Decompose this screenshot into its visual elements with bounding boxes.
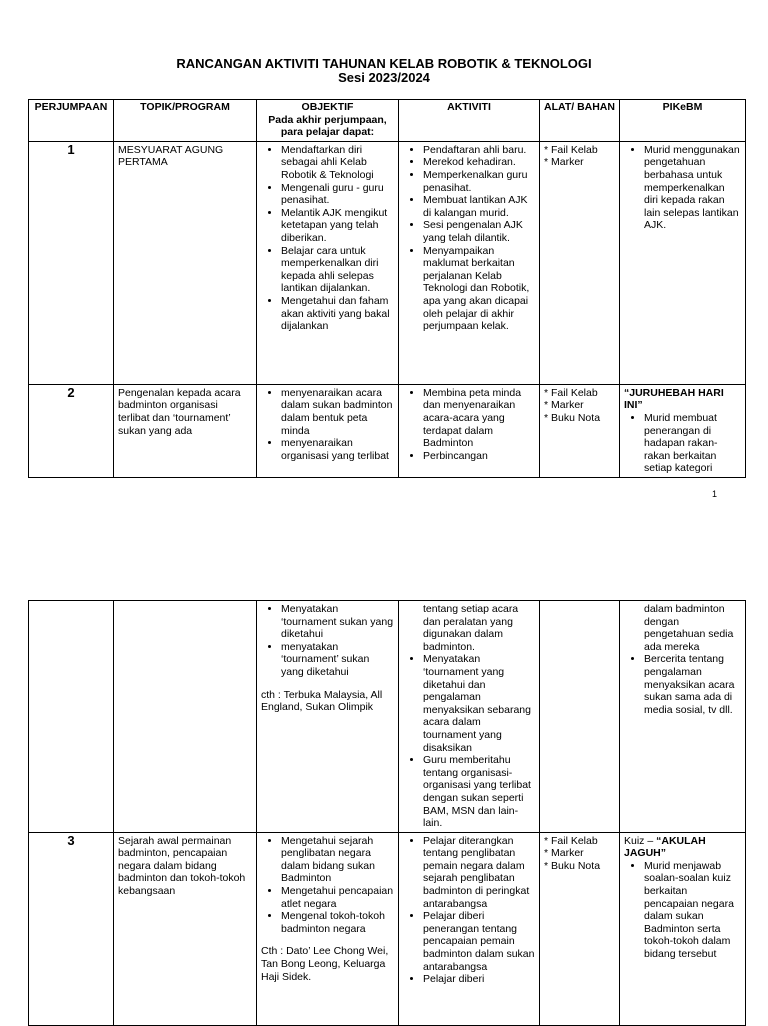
list-item: • Bercerita tentang pengalaman menyaksikan acara sukan sama ada di media sosial, tv dll. bbox=[644, 653, 741, 716]
list-item: • Mengetahui sejarah penglibatan negara dalam bidang sukan Badminton bbox=[281, 835, 394, 885]
list-item: • Perbincangan bbox=[423, 450, 535, 463]
list-item: • Membina peta minda dan menyenaraikan acara-acara yang terdapat dalam Badminton bbox=[423, 387, 535, 450]
list-item: • menyenaraikan organisasi yang terlibat bbox=[281, 437, 394, 462]
table-row bbox=[29, 141, 746, 384]
materials-cell bbox=[540, 141, 620, 384]
objective-cell bbox=[257, 384, 399, 477]
continued-text: tentang setiap acara dan peralatan yang digunakan dalam badminton. bbox=[423, 603, 519, 653]
list-item: • Pendaftaran ahli baru. bbox=[423, 144, 535, 157]
list-item: • Menyampaikan maklumat berkaitan perjalanan Kelab Teknologi dan Robotik, apa yang akan dicapai oleh pelajar di akhir perjumpaan kelak. bbox=[423, 245, 535, 333]
meeting-number: 3 bbox=[29, 832, 114, 1025]
list-item: • Belajar cara untuk memperkenalkan diri kepada ahli selepas lantikan dijalankan. bbox=[281, 245, 394, 295]
topic-cell: MESYUARAT AGUNG PERTAMA bbox=[114, 141, 257, 384]
page-number: 1 bbox=[712, 489, 718, 499]
pikebm-prefix: Kuiz – bbox=[624, 834, 657, 847]
list-item: • Melantik AJK mengikut ketetapan yang telah diberikan. bbox=[281, 207, 394, 245]
material-item: * Marker bbox=[544, 847, 584, 860]
activity-cell bbox=[399, 601, 540, 833]
activity-cell bbox=[399, 384, 540, 477]
meeting-number bbox=[29, 601, 114, 833]
list-item: • Mengetahui pencapaian atlet negara bbox=[281, 885, 394, 910]
table-row bbox=[29, 601, 746, 833]
example-note: Cth : Dato’ Lee Chong Wei, Tan Bong Leong, Keluarga Haji Sidek. bbox=[261, 945, 389, 983]
document-title: RANCANGAN AKTIVITI TAHUNAN KELAB ROBOTIK & TEKNOLOGI bbox=[176, 56, 592, 71]
activity-cell bbox=[399, 141, 540, 384]
header-objektif: OBJEKTIF Pada akhir perjumpaan, para pelajar dapat: bbox=[257, 100, 399, 142]
objective-cell bbox=[257, 601, 399, 833]
topic-cell: Sejarah awal permainan badminton, pencapaian negara dalam bidang badminton dan tokoh-tokoh kebangsaan bbox=[114, 832, 257, 1025]
pikebm-heading bbox=[624, 835, 741, 860]
materials-cell bbox=[540, 832, 620, 1025]
objective-cell bbox=[257, 141, 399, 384]
header-topik: TOPIK/PROGRAM bbox=[114, 100, 257, 142]
materials-cell bbox=[540, 384, 620, 477]
objective-cell bbox=[257, 832, 399, 1025]
list-item: • Murid menjawab soalan-soalan kuiz berkaitan pencapaian negara dalam sukan Badminton serta tokoh-tokoh dalam bidang tersebut bbox=[644, 860, 741, 961]
list-item: • menyatakan ‘tournament’ sukan yang diketahui bbox=[281, 641, 394, 679]
table-header-row bbox=[29, 100, 746, 142]
material-item: * Buku Nota bbox=[544, 859, 601, 872]
material-item: * Marker bbox=[544, 399, 584, 412]
example-note: cth : Terbuka Malaysia, All England, Sukan Olimpik bbox=[261, 688, 383, 714]
header-perjumpaan: PERJUMPAAN bbox=[29, 100, 114, 142]
list-item: • menyenaraikan acara dalam sukan badminton dalam bentuk peta minda bbox=[281, 387, 394, 437]
topic-cell bbox=[114, 601, 257, 833]
list-item: • Sesi pengenalan AJK yang telah dilantik. bbox=[423, 219, 535, 244]
list-item: • Mengetahui dan faham akan aktiviti yang bakal dijalankan bbox=[281, 295, 394, 333]
activity-table-page-1 bbox=[28, 99, 746, 478]
list-item: • Pelajar diberi bbox=[423, 973, 535, 986]
materials-cell bbox=[540, 601, 620, 833]
list-item: • Mengenali guru - guru penasihat. bbox=[281, 182, 394, 207]
list-item: • Menyatakan ‘tournament yang diketahui dan pengalaman menyaksikan sebarang acara dalam tournament yang disaksikan bbox=[423, 653, 535, 754]
continued-text: dalam badminton dengan pengetahuan sedia ada mereka bbox=[644, 603, 734, 653]
material-item: * Fail Kelab bbox=[544, 143, 598, 156]
pikebm-cell bbox=[620, 384, 746, 477]
list-item: • Murid menggunakan pengetahuan berbahasa untuk memperkenalkan diri kepada rakan lain selepas lantikan AJK. bbox=[644, 144, 741, 232]
topic-cell: Pengenalan kepada acara badminton organisasi terlibat dan ‘tournament’ sukan yang ada bbox=[114, 384, 257, 477]
meeting-number: 2 bbox=[29, 384, 114, 477]
activity-table-page-2 bbox=[28, 600, 746, 1026]
list-item: • Merekod kehadiran. bbox=[423, 156, 535, 169]
list-item: • Mendaftarkan diri sebagai ahli Kelab Robotik & Teknologi bbox=[281, 144, 394, 182]
list-item: • Murid membuat penerangan di hadapan rakan-rakan berkaitan setiap kategori bbox=[644, 412, 741, 475]
material-item: * Fail Kelab bbox=[544, 834, 598, 847]
meeting-number: 1 bbox=[29, 141, 114, 384]
material-item: * Marker bbox=[544, 156, 584, 169]
list-item: • Menyatakan ‘tournament sukan yang diketahui bbox=[281, 603, 394, 641]
list-item: • Mengenal tokoh-tokoh badminton negara bbox=[281, 910, 394, 935]
list-item: • Membuat lantikan AJK di kalangan murid. bbox=[423, 194, 535, 219]
header-aktiviti: AKTIVITI bbox=[399, 100, 540, 142]
list-item: • Pelajar diberi penerangan tentang pencapaian pemain badminton dalam sukan antarabangsa bbox=[423, 910, 535, 973]
list-item: • Pelajar diterangkan tentang penglibatan pemain negara dalam sejarah penglibatan badminton di peringkat antarabangsa bbox=[423, 835, 535, 911]
pikebm-title: “JURUHEBAH HARI INI” bbox=[624, 386, 724, 412]
session-subtitle: Sesi 2023/2024 bbox=[338, 70, 430, 85]
table-row bbox=[29, 832, 746, 1025]
header-alat: ALAT/ BAHAN bbox=[540, 100, 620, 142]
pikebm-cell bbox=[620, 141, 746, 384]
table-row bbox=[29, 384, 746, 477]
pikebm-cell bbox=[620, 601, 746, 833]
pikebm-title: “AKULAH JAGUH” bbox=[624, 834, 706, 860]
pikebm-cell bbox=[620, 832, 746, 1025]
header-pikebm: PIKeBM bbox=[620, 100, 746, 142]
list-item: • Guru memberitahu tentang organisasi-organisasi yang terlibat dengan sukan seperti BAM, MSN dan lain-lain. bbox=[423, 754, 535, 830]
material-item: * Buku Nota bbox=[544, 411, 601, 424]
material-item: * Fail Kelab bbox=[544, 386, 598, 399]
list-item: • Memperkenalkan guru penasihat. bbox=[423, 169, 535, 194]
activity-cell bbox=[399, 832, 540, 1025]
